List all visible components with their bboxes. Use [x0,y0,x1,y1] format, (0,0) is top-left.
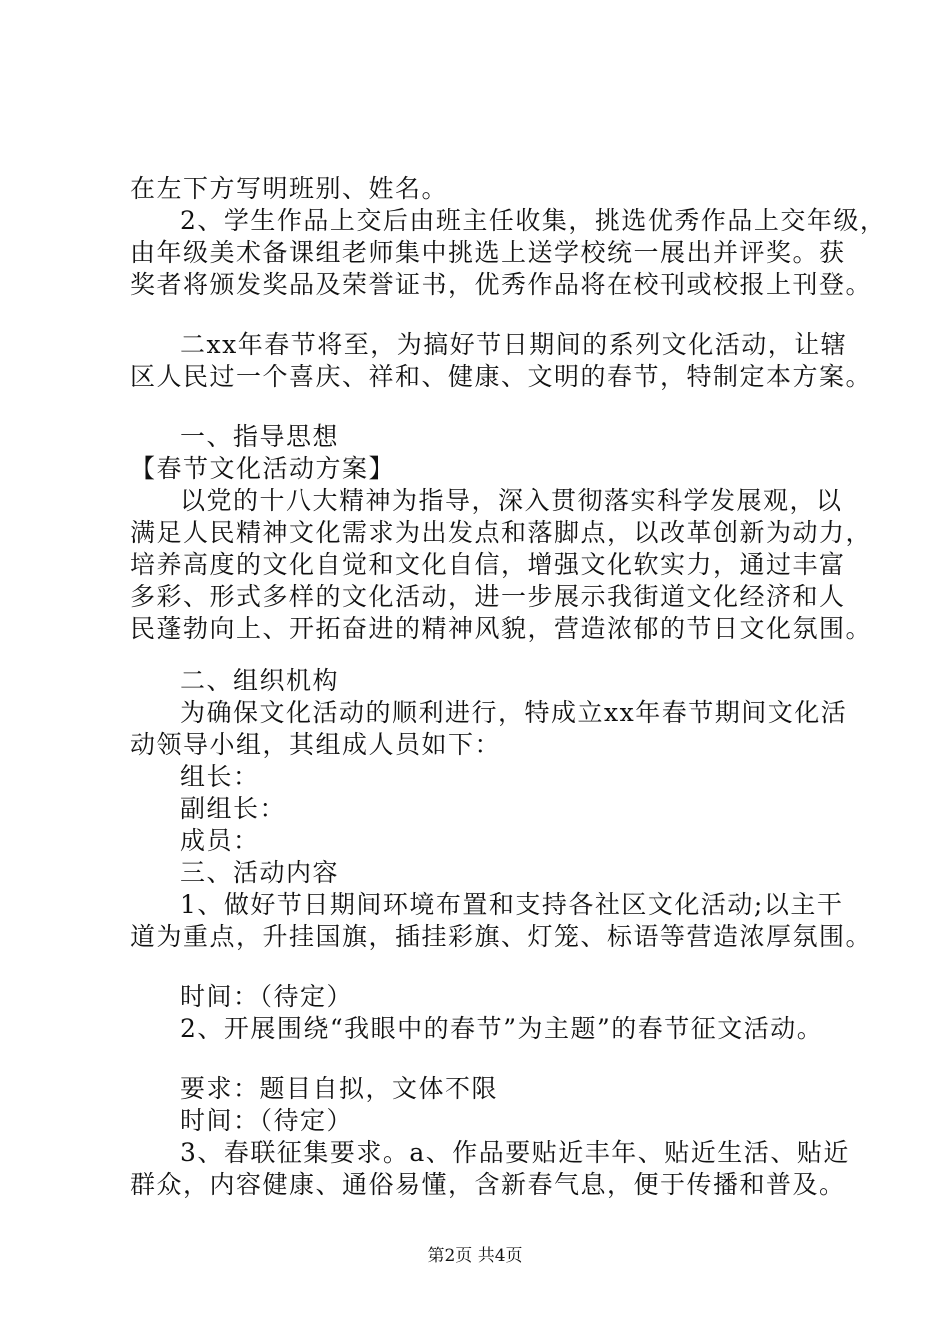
text-line: 动领导小组，其组成人员如下： [130,730,502,759]
text-line: 道为重点，升挂国旗，插挂彩旗、灯笼、标语等营造浓厚氛围。 [130,922,873,951]
text-line: 满足人民精神文化需求为出发点和落脚点，以改革创新为动力， [130,518,873,547]
section-heading: 三、活动内容 [180,858,340,887]
text-line: 成员： [180,826,260,855]
text-line: 1、做好节日期间环境布置和支持各社区文化活动;以主干 [180,890,844,919]
text-line: 二xx年春节将至，为搞好节日期间的系列文化活动，让辖 [180,330,848,359]
section-title: 【春节文化活动方案】 [130,454,396,483]
text-line: 3、春联征集要求。a、作品要贴近丰年、贴近生活、贴近 [180,1138,850,1167]
text-line: 要求：题目自拟，文体不限 [180,1074,499,1103]
text-line: 民蓬勃向上、开拓奋进的精神风貌，营造浓郁的节日文化氛围。 [130,614,873,643]
text-line: 培养高度的文化自觉和文化自信，增强文化软实力，通过丰富 [130,550,846,579]
text-line: 奖者将颁发奖品及荣誉证书，优秀作品将在校刊或校报上刊登。 [130,270,873,299]
text-line: 为确保文化活动的顺利进行，特成立xx年春节期间文化活 [180,698,848,727]
text-line: 以党的十八大精神为指导，深入贯彻落实科学发展观，以 [180,486,843,515]
text-line: 时间：（待定） [180,1106,354,1135]
page-number-footer: 第2页 共4页 [427,1246,523,1266]
text-line: 2、学生作品上交后由班主任收集，挑选优秀作品上交年级， [180,206,887,235]
text-line: 副组长： [180,794,287,823]
text-line: 多彩、形式多样的文化活动，进一步展示我街道文化经济和人 [130,582,846,611]
text-line: 在左下方写明班别、姓名。 [130,174,449,203]
text-line: 时间：（待定） [180,982,354,1011]
section-heading: 一、指导思想 [180,422,340,451]
text-line: 组长： [180,762,260,791]
text-line: 区人民过一个喜庆、祥和、健康、文明的春节，特制定本方案。 [130,362,873,391]
text-line: 由年级美术备课组老师集中挑选上送学校统一展出并评奖。获 [130,238,846,267]
text-line: 2、开展围绕“我眼中的春节”为主题”的春节征文活动。 [180,1014,824,1043]
text-line: 群众，内容健康、通俗易懂，含新春气息，便于传播和普及。 [130,1170,846,1199]
section-heading: 二、组织机构 [180,666,340,695]
